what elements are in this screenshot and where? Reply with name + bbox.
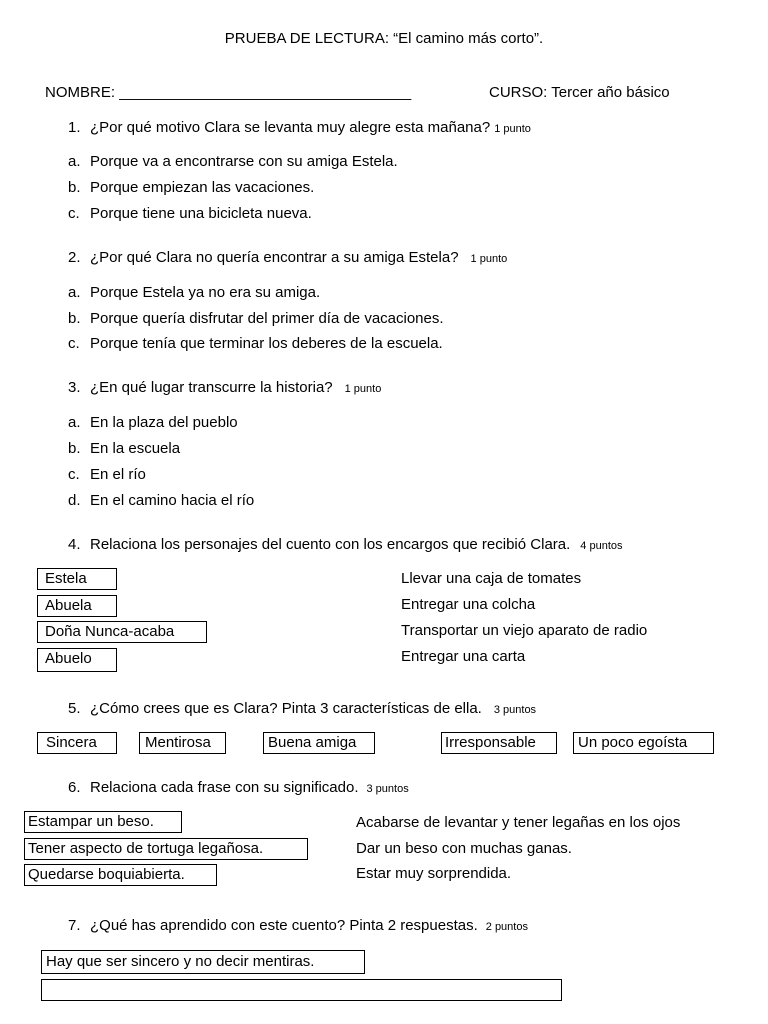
nombre-line: ___________________________________ [119, 84, 412, 101]
option-letter: d. [68, 492, 81, 509]
answer-box-2[interactable] [41, 979, 562, 1001]
trait-sincera[interactable]: Sincera [37, 732, 117, 754]
option-letter: a. [68, 414, 81, 431]
task-1: Llevar una caja de tomates [401, 570, 582, 587]
task-2: Entregar una colcha [401, 596, 536, 613]
option-text: Porque va a encontrarse con su amiga Estela. [90, 153, 398, 170]
option-text: En el camino hacia el río [90, 492, 255, 509]
question-4 [68, 536, 623, 553]
question-2 [68, 249, 507, 266]
q3-option-c [68, 466, 146, 483]
question-text: Relaciona los personajes del cuento con los encargos que recibió Clara. [90, 536, 571, 553]
question-1 [68, 119, 531, 136]
meaning-3: Estar muy sorprendida. [356, 865, 512, 882]
option-text: Porque tiene una bicicleta nueva. [90, 205, 312, 222]
phrase-estampar-un-beso[interactable]: Estampar un beso. [24, 811, 182, 833]
q1-option-b [68, 179, 314, 196]
option-letter: a. [68, 284, 81, 301]
meaning-1: Acabarse de levantar y tener legañas en los ojos [356, 814, 681, 831]
question-points: 3 puntos [493, 704, 537, 716]
question-text: ¿Cómo crees que es Clara? Pinta 3 características de ella. [90, 700, 482, 717]
curso-label: CURSO: Tercer año básico [489, 84, 670, 101]
q3-option-b [68, 440, 180, 457]
question-text: ¿Por qué Clara no quería encontrar a su amiga Estela? [90, 249, 459, 266]
q3-option-d [68, 492, 254, 509]
question-text: ¿Qué has aprendido con este cuento? Pinta 2 respuestas. [90, 917, 478, 934]
question-number: 7. [68, 917, 81, 934]
nombre-label [45, 84, 411, 101]
option-letter: b. [68, 440, 81, 457]
nombre-label-text: NOMBRE: [45, 84, 116, 101]
option-letter: b. [68, 179, 81, 196]
q2-option-a [68, 284, 320, 301]
trait-un-poco-egoista[interactable]: Un poco egoísta [573, 732, 714, 754]
question-points: 1 punto [494, 123, 531, 135]
option-text: En el río [90, 466, 146, 483]
trait-mentirosa[interactable]: Mentirosa [139, 732, 226, 754]
character-box-abuelo[interactable]: Abuelo [37, 648, 117, 672]
question-text: Relaciona cada frase con su significado. [90, 779, 359, 796]
question-number: 5. [68, 700, 81, 717]
option-text: Porque Estela ya no era su amiga. [90, 284, 321, 301]
task-3: Transportar un viejo aparato de radio [401, 622, 648, 639]
trait-buena-amiga[interactable]: Buena amiga [263, 732, 375, 754]
option-letter: c. [68, 205, 80, 222]
option-letter: c. [68, 466, 80, 483]
task-4: Entregar una carta [401, 648, 526, 665]
answer-box-1[interactable]: Hay que ser sincero y no decir mentiras. [41, 950, 365, 974]
option-text: En la escuela [90, 440, 181, 457]
question-number: 4. [68, 536, 81, 553]
character-box-dona-nunca-acaba[interactable]: Doña Nunca-acaba [37, 621, 207, 643]
q3-option-a [68, 414, 238, 431]
question-number: 6. [68, 779, 81, 796]
option-letter: a. [68, 153, 81, 170]
q2-option-c [68, 335, 443, 352]
question-points: 3 puntos [366, 783, 409, 795]
question-number: 1. [68, 119, 81, 136]
question-6 [68, 779, 409, 796]
question-7 [68, 917, 528, 934]
question-points: 1 punto [344, 383, 382, 395]
option-text: En la plaza del pueblo [90, 414, 238, 431]
option-text: Porque quería disfrutar del primer día de vacaciones. [90, 310, 444, 327]
character-box-abuela[interactable]: Abuela [37, 595, 117, 617]
option-text: Porque empiezan las vacaciones. [90, 179, 315, 196]
phrase-tortuga-leganosa[interactable]: Tener aspecto de tortuga legañosa. [24, 838, 308, 860]
q1-option-c [68, 205, 312, 222]
question-3 [68, 379, 381, 396]
q2-option-b [68, 310, 444, 327]
question-points: 4 puntos [580, 540, 623, 552]
option-letter: b. [68, 310, 81, 327]
question-points: 2 puntos [485, 921, 528, 933]
phrase-quedarse-boquiabierta[interactable]: Quedarse boquiabierta. [24, 864, 217, 886]
question-number: 2. [68, 249, 81, 266]
option-letter: c. [68, 335, 80, 352]
question-text: ¿Por qué motivo Clara se levanta muy alegre esta mañana? [90, 119, 491, 136]
question-points: 1 punto [470, 253, 508, 265]
question-text: ¿En qué lugar transcurre la historia? [90, 379, 333, 396]
meaning-2: Dar un beso con muchas ganas. [356, 840, 572, 857]
question-5 [68, 700, 536, 717]
question-number: 3. [68, 379, 81, 396]
page-title: PRUEBA DE LECTURA: “El camino más corto”. [224, 30, 544, 47]
trait-irresponsable[interactable]: Irresponsable [441, 732, 557, 754]
character-box-estela[interactable]: Estela [37, 568, 117, 590]
option-text: Porque tenía que terminar los deberes de la escuela. [90, 335, 443, 352]
q1-option-a [68, 153, 398, 170]
